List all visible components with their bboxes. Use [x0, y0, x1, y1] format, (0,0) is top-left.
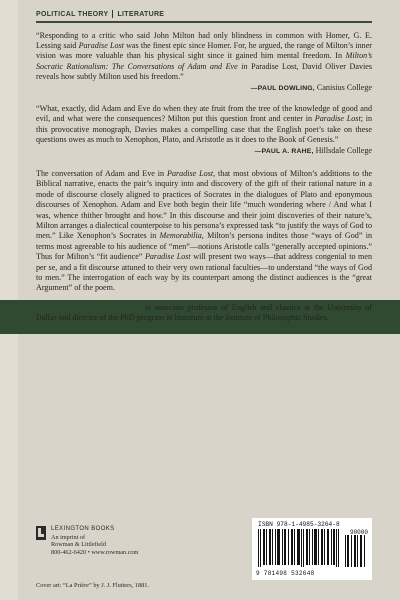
header-rule [36, 21, 372, 23]
footer [36, 521, 372, 586]
blurb-text: “What, exactly, did Adam and Eve do when they ate fruit from the tree of the knowledge of good and evil, and what were the consequences? Milton put this question front and center in Paradise Lost; in this provocative monograph, Davies makes a compelling case that the English poet’s take on these questions owes as much to Xenophon, Plato, and Aristotle as it does to the Book of Genesis.” [36, 103, 372, 145]
author-name: DAVID OLIVER DAVIES [36, 301, 142, 312]
isbn-label: ISBN 978-1-4985-3264-8 [258, 521, 340, 528]
blurb-attribution: —PAUL A. RAHE, Hillsdale College [254, 145, 372, 155]
blurb-dowling [36, 31, 372, 94]
publisher-name: LEXINGTON BOOKS [51, 526, 115, 532]
price-code: 90000 [349, 529, 368, 536]
publisher-block: LEXINGTON BOOKS An imprint of Rowman & Littlefield 800-462-6420 • www.rowman.com [36, 526, 138, 556]
category-label [36, 10, 372, 18]
category-divider [112, 10, 113, 18]
category-right: LITERATURE [117, 10, 165, 18]
blurb-rahe [36, 104, 372, 157]
isbn-barcode [252, 518, 372, 580]
text-column [36, 10, 372, 324]
category-left: POLITICAL THEORY [36, 10, 109, 18]
book-description: The conversation of Adam and Eve in Paradise Lost, that most obvious of Milton’s additions to the Biblical narrative, enacts the pair’s inquiry into and discovery of the gift of their rational nature in a mode of discourse closely aligned to practices of Socrates in the dialogues of Plato and eponymous discourses of Xenophon. Adam and Eve both begin their life “much wondering where / And what I was, whence thither brought and how.” In this discourse and their joint discoveries of their nature’s, Milton arranges a dialectical counterpoise to his persona’s expressed task “to justify the ways of God to men.” Like Xenophon’s Socrates in Memorabilia, Milton’s persona indites those “ways of God” in terms most agreeable to his audience of “men”—notions Aristotle calls “generally accepted opinions.” Thus for Milton’s “fit audience” Paradise Lost will present two ways—that address congenial to men per se, and a fit discourse attuned to their very own rational faculties—to understand “the ways of God to men.” The interrogation of each way by its counterpart among the distinct audiences is the “great Argument” of the poem. [36, 168, 372, 293]
author-bio: DAVID OLIVER DAVIES is associate professor of English and classics at the University of Dallas and director of the PhD program in literature at the Institute of Philosophic Studies. [36, 301, 373, 323]
blurb-attribution: —PAUL DOWLING, Canisius College [250, 82, 372, 92]
blurb-text: “Responding to a critic who said John Milton had only blindness in common with Homer, G. E. Lessing said Paradise Lost was the finest epic since Homer. For, he argued, the range of Milton’s inner vision was more valuable than his physical sight since it gained him mental freedom. In Milton’s Socratic Rationalism: The Conversations of Adam and Eve in Paradise Lost, David Oliver Davies reveals how subtly Milton used his freedom.” [36, 30, 372, 82]
cover-art-credit: Cover art: “La Prière” by J. J. Flutters, 1881. [36, 582, 149, 589]
publisher-logo-icon [36, 526, 46, 540]
barcode-digits: 9 781498 532648 [256, 570, 315, 577]
